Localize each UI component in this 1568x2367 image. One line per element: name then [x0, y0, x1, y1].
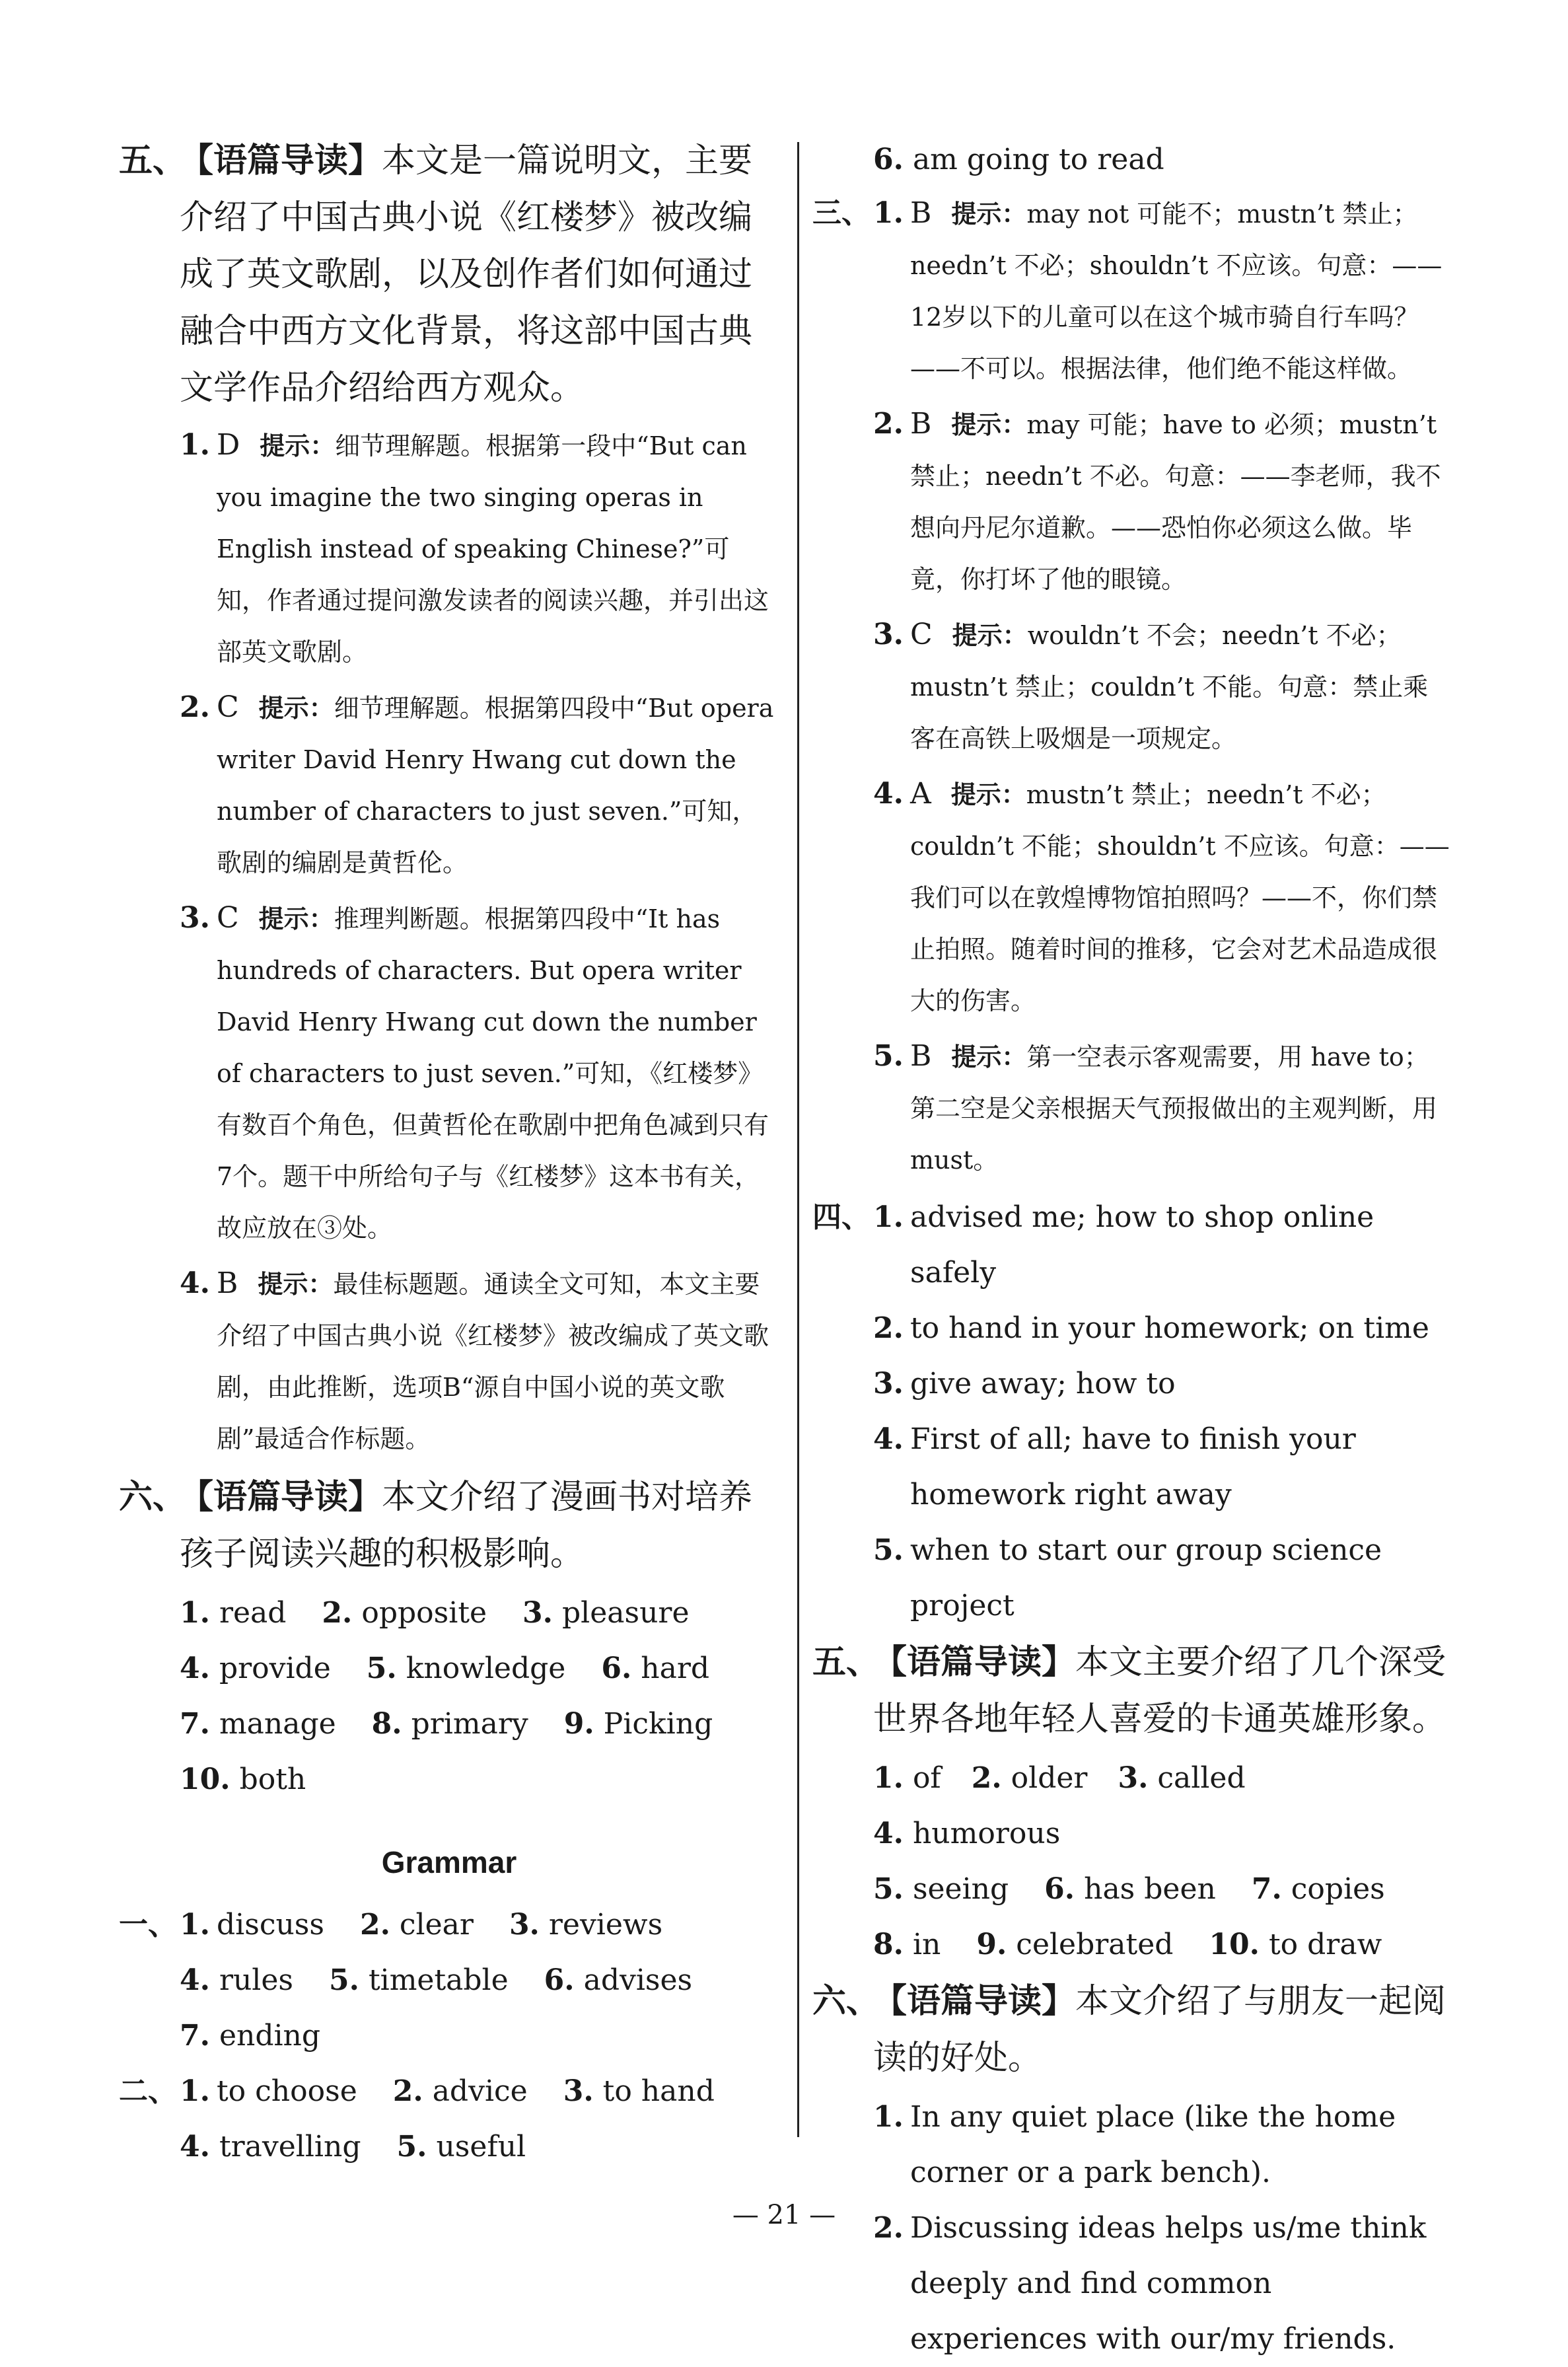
item-number: 2.	[873, 1311, 904, 1345]
answer-letter: C	[217, 901, 239, 935]
answer-word: advice	[432, 2074, 528, 2108]
item-number: 4.	[873, 777, 904, 811]
answer-letter: C	[217, 690, 239, 724]
hint-label: 提示：	[951, 410, 1027, 439]
answer-row	[119, 1585, 779, 1641]
answer-letter: B	[910, 407, 932, 441]
answer-word: provide	[219, 1652, 331, 1685]
item-number: 6.	[1044, 1872, 1075, 1906]
section-intro: 本文主要介绍了几个深受世界各地年轻人喜爱的卡通英雄形象。	[873, 1643, 1446, 1739]
answer-word: pleasure	[561, 1596, 690, 1630]
hint-label: 提示：	[951, 1042, 1027, 1072]
answer-item	[812, 609, 1453, 764]
item-number: 1.	[180, 428, 210, 462]
answer-item	[812, 768, 1453, 1027]
item-number: 2.	[873, 407, 904, 441]
answer-row	[119, 2008, 779, 2064]
item-number: 10.	[180, 1763, 231, 1796]
section-tag: 【语篇导读】	[180, 1477, 382, 1517]
item-number: 1.	[873, 1761, 904, 1795]
item-number: 1.	[873, 1200, 904, 1234]
item-number: 2.	[180, 690, 210, 724]
section-tag: 【语篇导读】	[180, 141, 382, 180]
section-number: 五、	[119, 141, 187, 180]
item-number: 9.	[976, 1928, 1007, 1961]
answer-word: humorous	[912, 1817, 1061, 1850]
answer-word: reviews	[548, 1908, 663, 1942]
answer-word: of	[912, 1761, 941, 1795]
section-tag: 【语篇导读】	[873, 1981, 1076, 2021]
answer-letter: B	[910, 196, 932, 230]
hint-label: 提示：	[950, 780, 1026, 809]
item-number: 1.	[873, 2100, 904, 2134]
answer-item	[119, 892, 779, 1254]
item-number: 1.	[180, 1596, 210, 1630]
item-number: 4.	[873, 1422, 904, 1456]
section-intro: 本文是一篇说明文，主要介绍了中国古典小说《红楼梦》被改编成了英文歌剧，以及创作者们如何通过融合中西方文化背景，将这部中国古典文学作品介绍给西方观众。	[180, 141, 753, 408]
item-number: 3.	[563, 2074, 594, 2108]
answer-item	[812, 1031, 1453, 1186]
answer-word: Picking	[603, 1707, 713, 1741]
column-divider	[797, 142, 799, 2137]
answer-letter: D	[217, 428, 240, 462]
item-number: 5.	[366, 1652, 397, 1685]
answer-sentence: Discussing ideas helps us/me think deeply and find common experiences with our/my friends.	[910, 2211, 1427, 2356]
answer-word: to hand	[602, 2074, 715, 2108]
answer-row	[812, 1751, 1453, 1862]
answer-phrase: when to start our group science project	[910, 1533, 1382, 1622]
item-number: 9.	[563, 1707, 594, 1741]
answer-word: both	[239, 1763, 306, 1796]
hint-label: 提示：	[258, 904, 334, 933]
section-intro: 本文介绍了漫画书对培养孩子阅读兴趣的积极影响。	[180, 1478, 753, 1574]
answer-item	[812, 398, 1453, 605]
item-number: 6.	[544, 1963, 575, 1997]
answer-word: older	[1011, 1761, 1088, 1795]
item-number: 4.	[873, 1817, 904, 1850]
hint-label: 提示：	[952, 620, 1028, 650]
item-number: 5.	[873, 1039, 904, 1073]
answer-word: read	[219, 1596, 287, 1630]
grammar-heading: Grammar	[381, 1845, 517, 1879]
answer-word: hard	[641, 1652, 710, 1685]
hint-text: 最佳标题题。通读全文可知，本文主要介绍了中国古典小说《红楼梦》被改编成了英文歌剧，由此推断，选项B“源自中国小说的英文歌剧”最适合作标题。	[217, 1270, 769, 1453]
answer-row	[812, 1523, 1453, 1634]
answer-word: knowledge	[406, 1652, 566, 1685]
hint-text: 细节理解题。根据第四段中“But opera writer David Henry Hwang cut down the number of characters to just seven.”可知，歌剧的编剧是黄哲伦。	[217, 694, 774, 877]
answer-row	[119, 1696, 779, 1752]
answer-word: to draw	[1268, 1928, 1382, 1961]
item-number: 4.	[180, 2130, 210, 2164]
answer-word: opposite	[361, 1596, 487, 1630]
answer-letter: C	[910, 618, 933, 651]
answer-row	[119, 1752, 779, 1807]
item-number: 2.	[392, 2074, 423, 2108]
answer-word: seeing	[912, 1872, 1009, 1906]
section-6-reading	[812, 1973, 1453, 2087]
answer-letter: B	[217, 1266, 238, 1300]
hint-label: 提示：	[260, 431, 336, 460]
answer-word: discuss	[217, 1908, 324, 1942]
item-number: 3.	[509, 1908, 540, 1942]
item-number: 3.	[873, 618, 904, 651]
answer-row	[812, 1917, 1453, 1973]
item-number: 1.	[180, 1908, 210, 1942]
section-number: 三、	[812, 196, 871, 230]
page-number: — 21 —	[732, 2200, 836, 2230]
section-intro: 本文介绍了与朋友一起阅读的好处。	[873, 1982, 1446, 2078]
item-number: 2.	[873, 2211, 904, 2245]
hint-text: 第一空表示客观需要，用 have to；第二空是父亲根据天气预报做出的主观判断，用 must。	[910, 1042, 1438, 1175]
answer-word: travelling	[219, 2130, 361, 2164]
hint-text: 推理判断题。根据第四段中“It has hundreds of characters. But opera writer David Henry Hwang cut down the number of characters to just seven.”可知，《红楼梦》有数百个角色，但黄哲伦在歌剧中把角色减到只有7个。题干中所给句子与《红楼梦》这本书有关，故应放在③处。	[217, 904, 769, 1243]
item-number: 8.	[371, 1707, 402, 1741]
answer-row	[812, 1356, 1453, 1412]
hint-text: wouldn’t 不会；needn’t 不必；mustn’t 禁止；couldn’t 不能。句意：禁止乘客在高铁上吸烟是一项规定。	[910, 621, 1429, 753]
answer-row	[812, 2090, 1453, 2201]
answer-row	[119, 2064, 779, 2119]
answer-word: copies	[1291, 1872, 1385, 1906]
hint-text: mustn’t 禁止；needn’t 不必；couldn’t 不能；shouldn’t 不应该。句意：——我们可以在敦煌博物馆拍照吗？——不，你们禁止拍照。随着时间的推移，它会对艺术品造成很大的伤害。	[910, 780, 1450, 1015]
item-number: 5.	[329, 1963, 359, 1997]
item-number: 1.	[180, 2074, 210, 2108]
answer-row	[812, 1301, 1453, 1356]
item-number: 7.	[1251, 1872, 1282, 1906]
section-number: 四、	[812, 1200, 871, 1234]
item-number: 7.	[180, 1707, 210, 1741]
answer-word: useful	[436, 2130, 526, 2164]
answer-row	[119, 1897, 779, 1953]
item-number: 5.	[873, 1533, 904, 1567]
answer-item	[119, 419, 779, 678]
answer-row	[812, 1862, 1453, 1917]
answer-word: primary	[411, 1707, 528, 1741]
section-number: 六、	[119, 1477, 187, 1517]
item-number: 1.	[873, 196, 904, 230]
answer-word: am going to read	[912, 143, 1164, 176]
hint-text: 细节理解题。根据第一段中“But can you imagine the two singing operas in English instead of speaking Chinese?”可知，作者通过提问激发读者的阅读兴趣，并引出这部英文歌剧。	[217, 431, 769, 667]
section-number: 六、	[812, 1981, 880, 2021]
section-5-reading	[119, 132, 779, 417]
answer-item	[119, 1258, 779, 1465]
answer-row	[812, 1190, 1453, 1301]
answer-phrase: to hand in your homework; on time	[910, 1311, 1429, 1345]
hint-label: 提示：	[258, 1269, 334, 1299]
answer-word: ending	[219, 2019, 321, 2053]
answer-letter: B	[910, 1039, 932, 1073]
answer-row	[119, 1641, 779, 1696]
answer-item	[119, 682, 779, 889]
right-column	[812, 132, 1453, 2367]
answer-word: celebrated	[1016, 1928, 1174, 1961]
section-number: 一、	[119, 1908, 177, 1942]
answer-letter: A	[910, 777, 931, 811]
answer-item	[812, 188, 1453, 394]
hint-text: may not 可能不；mustn’t 禁止；needn’t 不必；shouldn’t 不应该。句意：——12岁以下的儿童可以在这个城市骑自行车吗？——不可以。根据法律，他们绝不能这样做。	[910, 200, 1443, 383]
answer-phrase: advised me; how to shop online safely	[910, 1200, 1374, 1290]
answer-word: in	[912, 1928, 941, 1961]
answer-word: called	[1157, 1761, 1246, 1795]
answer-phrase: First of all; have to finish your homework right away	[910, 1422, 1356, 1511]
section-6-reading	[119, 1469, 779, 1583]
section-number: 二、	[119, 2074, 177, 2108]
answer-row	[119, 1953, 779, 2008]
item-number: 6.	[873, 143, 904, 176]
item-number: 3.	[873, 1367, 904, 1401]
item-number: 7.	[180, 2019, 210, 2053]
section-tag: 【语篇导读】	[873, 1642, 1076, 1682]
left-column	[119, 132, 779, 2175]
answer-word: rules	[219, 1963, 293, 1997]
answer-row	[119, 2119, 779, 2175]
item-number: 4.	[180, 1963, 210, 1997]
answer-word: advises	[583, 1963, 693, 1997]
item-number: 2.	[971, 1761, 1002, 1795]
item-number: 6.	[601, 1652, 632, 1685]
answer-word: has been	[1084, 1872, 1216, 1906]
section-5-reading	[812, 1634, 1453, 1748]
section-number: 五、	[812, 1642, 880, 1682]
item-number: 4.	[180, 1266, 210, 1300]
answer-row	[812, 1412, 1453, 1523]
item-number: 2.	[359, 1908, 390, 1942]
hint-text: may 可能；have to 必须；mustn’t 禁止；needn’t 不必。句意：——李老师，我不想向丹尼尔道歉。——恐怕你必须这么做。毕竟，你打坏了他的眼镜。	[910, 410, 1441, 594]
hint-label: 提示：	[258, 693, 334, 723]
item-number: 4.	[180, 1652, 210, 1685]
answer-word: clear	[399, 1908, 474, 1942]
item-number: 10.	[1209, 1928, 1260, 1961]
answer-row	[812, 132, 1453, 188]
item-number: 5.	[873, 1872, 904, 1906]
item-number: 3.	[180, 901, 210, 935]
hint-label: 提示：	[951, 199, 1027, 229]
item-number: 3.	[522, 1596, 553, 1630]
item-number: 3.	[1118, 1761, 1149, 1795]
item-number: 2.	[322, 1596, 353, 1630]
answer-phrase: give away; how to	[910, 1367, 1176, 1401]
item-number: 8.	[873, 1928, 904, 1961]
answer-word: to choose	[217, 2074, 357, 2108]
answer-word: manage	[219, 1707, 336, 1741]
answer-sentence: In any quiet place (like the home corner or a park bench).	[910, 2100, 1396, 2189]
answer-word: timetable	[368, 1963, 509, 1997]
item-number: 5.	[396, 2130, 427, 2164]
